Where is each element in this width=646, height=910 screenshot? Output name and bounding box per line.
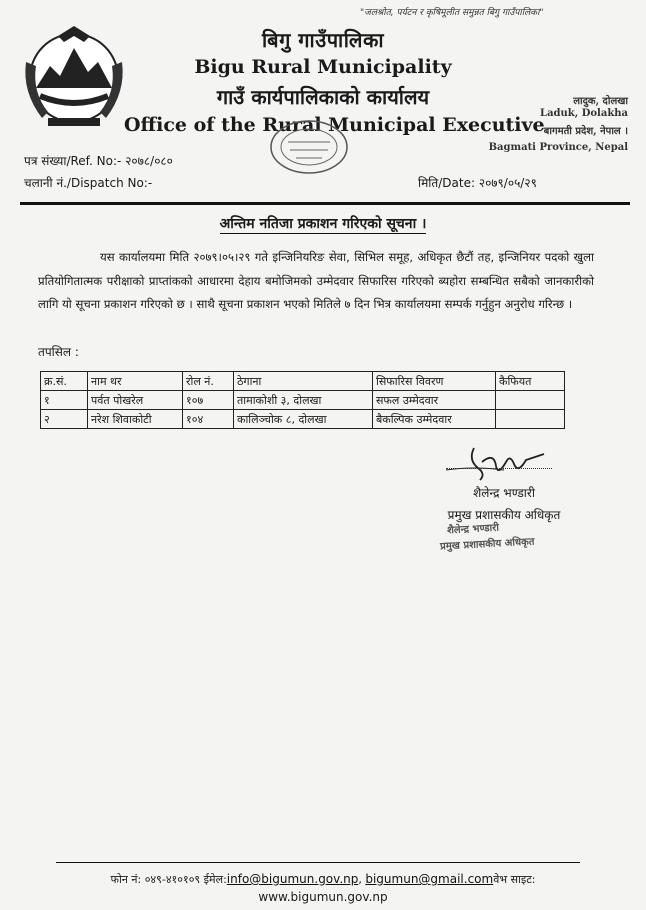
email-link-info[interactable]: info@bigumun.gov.np [226, 872, 359, 886]
cell-roll: १०७ [183, 391, 234, 410]
office-name-nepali: गाउँ कार्यपालिकाको कार्यालय [216, 85, 430, 109]
footer-website[interactable]: www.bigumun.gov.np [258, 890, 388, 904]
dispatch-number [24, 174, 152, 191]
address-english-line-2: Bagmati Province, Nepal [488, 142, 628, 153]
signatory-designation: प्रमुख प्रशासकीय अधिकृत [447, 508, 561, 522]
cell-remarks [496, 410, 565, 429]
address-english-line-1: Laduk, Dolakha [540, 108, 628, 119]
cell-name: पर्वत पोखरेल [88, 391, 183, 410]
results-table [40, 371, 565, 429]
letter-date [418, 174, 537, 191]
header-remarks: कैफियत [496, 372, 565, 391]
phone-label: फोन नं: ०४९-४१०१०९ ईमेल: [110, 873, 227, 886]
signatory-name: शैलेन्द्र भण्डारी [473, 486, 535, 500]
ref-value: २०७८/०८० [125, 154, 173, 168]
date-value: २०७९/०५/२९ [478, 176, 537, 190]
office-name-english: Office of the Rural Municipal Executive [124, 114, 545, 136]
footer-divider [56, 862, 580, 863]
notice-title [0, 214, 646, 233]
ref-label: पत्र संख्या/Ref. No:- [24, 154, 122, 168]
header-name: नाम थर [88, 372, 183, 391]
header-recommendation: सिफारिस विवरण [373, 372, 496, 391]
reference-number [24, 152, 173, 169]
header-serial: क्र.सं. [41, 372, 88, 391]
email-separator: , [358, 873, 366, 886]
cell-recommendation: बैकल्पिक उम्मेदवार [373, 410, 496, 429]
website-label: वेभ साइट: [493, 873, 536, 886]
cell-address: तामाकोशी ३, दोलखा [234, 391, 373, 410]
office-round-stamp-icon [268, 118, 350, 176]
cell-remarks [496, 391, 565, 410]
cell-roll: १०४ [183, 410, 234, 429]
header-roll: रोल नं. [183, 372, 234, 391]
address-nepali-line-2: बागमती प्रदेश, नेपाल । [543, 126, 628, 137]
cell-recommendation: सफल उम्मेदवार [373, 391, 496, 410]
details-label: तपसिल : [38, 345, 79, 359]
designation-stamp: प्रमुख प्रशासकीय अधिकृत [439, 536, 535, 553]
table-row [41, 410, 565, 429]
cell-serial: १ [41, 391, 88, 410]
table-header-row [41, 372, 565, 391]
cell-name: नरेश शिवाकोटी [88, 410, 183, 429]
header-divider [20, 202, 630, 205]
email-link-gmail[interactable]: bigumun@gmail.com [365, 872, 494, 886]
signature-line [446, 468, 552, 469]
cell-serial: २ [41, 410, 88, 429]
notice-body: यस कार्यालयमा मिति २०७९।०५।२९ गते इन्जिनियरिङ सेवा, सिभिल समूह, अधिकृत छैटौं तह, इन्जिनियर पदको खुला प्रतियोगितात्मक परीक्षाको प्राप्तांकको आधारमा देहाय बमोजिमको उम्मेदवार सिफारिस गरिएको ब्यहोरा सम्बन्धित सबैको जानकारीको लागि यो सूचना प्रकाशन गरिएको छ । साथै सूचना प्रकाशन भएको मितिले ७ दिन भित्र कार्यालयमा सम्पर्क गर्नुहुन अनुरोध गरिन्छ । [38, 250, 594, 311]
handwritten-signature-icon [444, 440, 548, 482]
footer-contact [0, 872, 646, 887]
municipality-name-nepali: बिगु गाउँपालिका [261, 28, 385, 52]
notice-title-text: अन्तिम नतिजा प्रकाशन गरिएको सूचना । [219, 216, 427, 232]
cell-address: कालिञ्चोक ८, दोलखा [234, 410, 373, 429]
name-stamp: शैलेन्द्र भण्डारी [446, 522, 500, 537]
municipality-name-english: Bigu Rural Municipality [194, 56, 452, 78]
table-row [41, 391, 565, 410]
motto: "जलश्रोत, पर्यटन र कृषिमूलीत समुन्नत बिगु गाउँपालिका" [360, 8, 544, 18]
date-label: मिति/Date: [418, 176, 475, 190]
address-nepali-line-1: लादुक, दोलखा [573, 96, 628, 107]
dispatch-label: चलानी नं./Dispatch No:- [24, 176, 153, 190]
header-address: ठेगाना [234, 372, 373, 391]
